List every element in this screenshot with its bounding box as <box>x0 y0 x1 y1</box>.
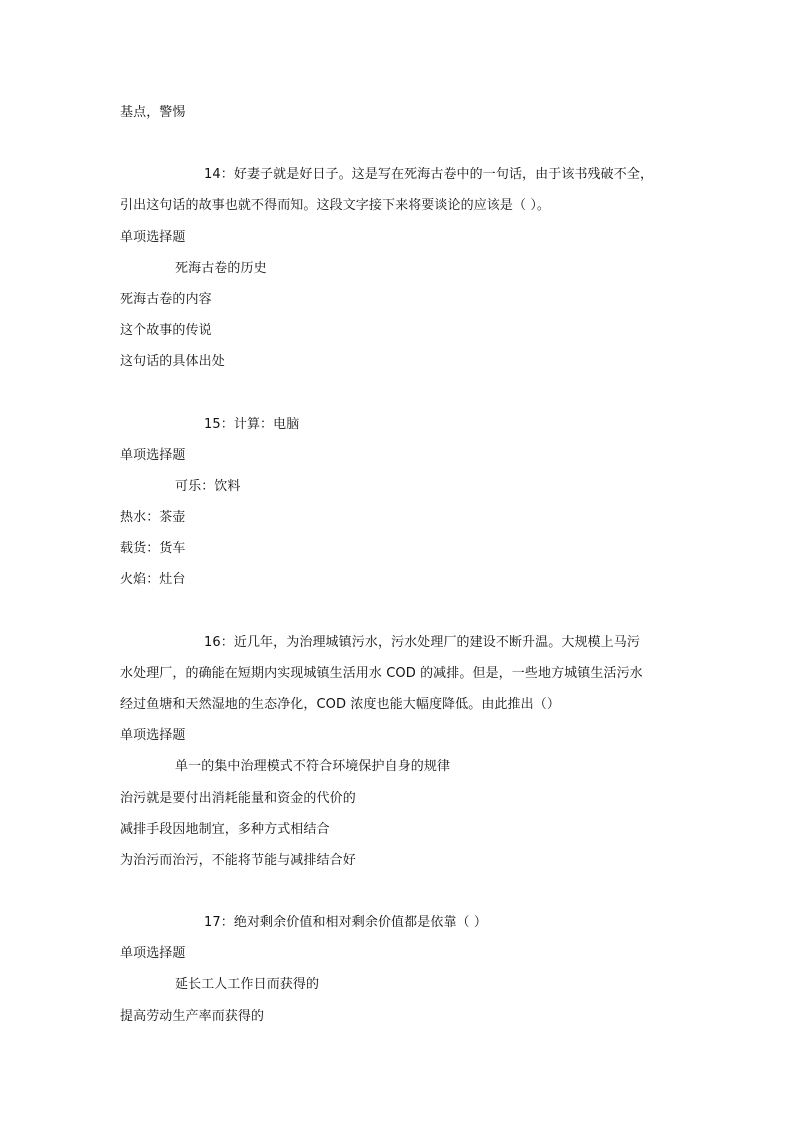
question-16-line-1: 16：近几年，为治理城镇污水，污水处理厂的建设不断升温。大规模上马污 <box>204 635 640 650</box>
question-16-option-a: 单一的集中治理模式不符合环境保护自身的规律 <box>175 759 451 774</box>
question-14-option-c: 这个故事的传说 <box>120 323 212 338</box>
question-15-option-a: 可乐：饮料 <box>175 479 241 494</box>
question-14-option-b: 死海古卷的内容 <box>120 292 212 307</box>
question-17-option-b: 提高劳动生产率而获得的 <box>120 1009 265 1024</box>
question-14-line-1: 14：好妻子就是好日子。这是写在死海古卷中的一句话，由于该书残破不全， <box>204 167 654 182</box>
question-14-option-a: 死海古卷的历史 <box>175 261 267 276</box>
question-16-option-d: 为治污而治污，不能将节能与减排结合好 <box>120 853 356 868</box>
question-14-option-d: 这句话的具体出处 <box>120 354 225 369</box>
question-16-option-b: 治污就是要付出消耗能量和资金的代价的 <box>120 791 356 806</box>
question-15-option-d: 火焰：灶台 <box>120 572 186 587</box>
question-14-type: 单项选择题 <box>120 230 186 245</box>
question-17-option-a: 延长工人工作日而获得的 <box>175 977 320 992</box>
question-16-type: 单项选择题 <box>120 728 186 743</box>
question-14-line-2: 引出这句话的故事也就不得而知。这段文字接下来将要谈论的应该是（ ）。 <box>120 198 551 213</box>
question-17-line-1: 17：绝对剩余价值和相对剩余价值都是依靠（ ） <box>204 915 487 930</box>
previous-answer-text: 基点，警惕 <box>120 105 186 120</box>
question-15-line-1: 15：计算：电脑 <box>204 417 300 432</box>
question-16-option-c: 减排手段因地制宜，多种方式相结合 <box>120 822 330 837</box>
question-15-option-c: 载货：货车 <box>120 541 186 556</box>
question-15-type: 单项选择题 <box>120 448 186 463</box>
question-16-line-2: 水处理厂，的确能在短期内实现城镇生活用水 COD 的减排。但是，一些地方城镇生活污水 <box>120 666 643 681</box>
question-16-line-3: 经过鱼塘和天然湿地的生态净化，COD 浓度也能大幅度降低。由此推出（） <box>120 697 560 712</box>
question-15-option-b: 热水：茶壶 <box>120 510 186 525</box>
question-17-type: 单项选择题 <box>120 946 186 961</box>
